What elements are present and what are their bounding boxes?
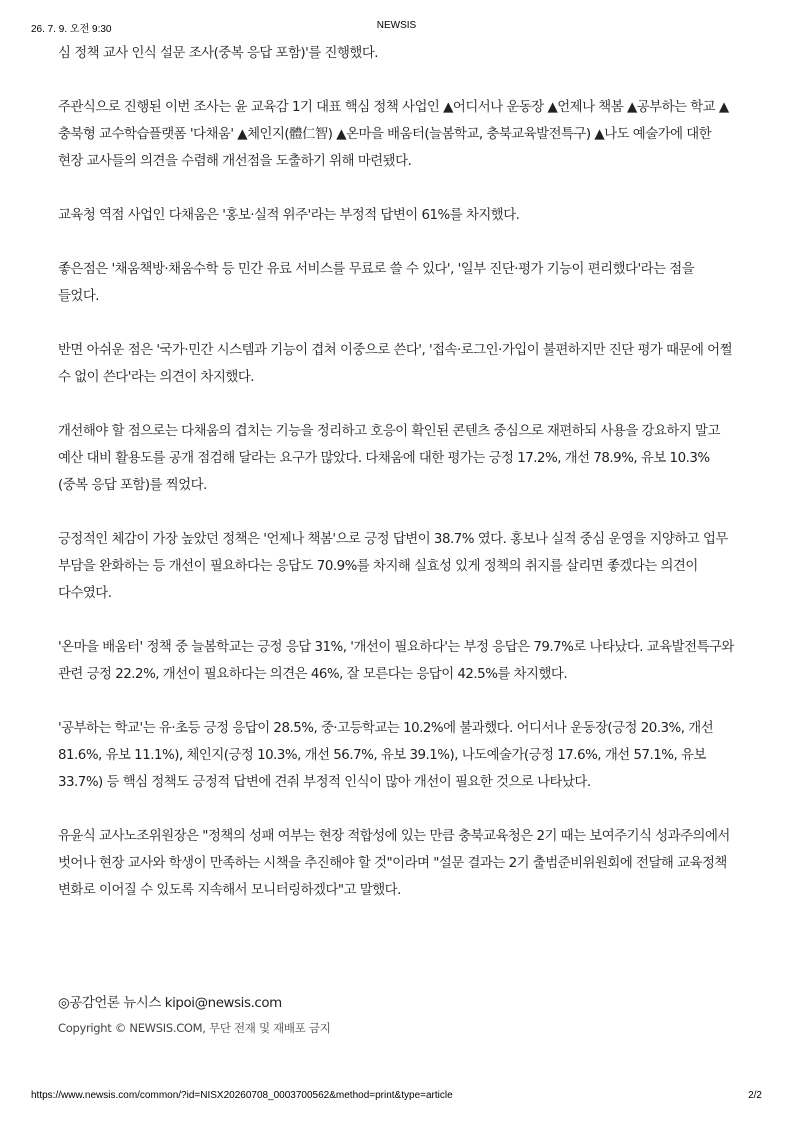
print-footer bbox=[31, 1090, 762, 1106]
article-paragraph: 긍정적인 체감이 가장 높았던 정책은 '언제나 책봄'으로 긍정 답변이 38.7% 였다. 홍보나 실적 중심 운영을 지양하고 업무 부담을 완화하는 등 개선이 필요하다는 응답도 70.9%를 차지해 실효성 있게 정책의 취지를 살리면 좋겠다는 의견이 다수였다. bbox=[58, 532, 728, 601]
article-paragraph: '공부하는 학교'는 유·초등 긍정 응답이 28.5%, 중·고등학교는 10.2%에 불과했다. 어디서나 운동장(긍정 20.3%, 개선 81.6%, 유보 11.1%), 체인지(긍정 10.3%, 개선 56.7%, 유보 39.1%), 나도예술가(긍정 17.6%, 개선 57.1%, 유보 33.7%) 등 핵심 정책도 긍정적 답변에 견줘 부정적 인식이 많아 개선이 필요한 것으로 나타났다. bbox=[58, 721, 714, 790]
article-paragraph: 유윤식 교사노조위원장은 "정책의 성패 여부는 현장 적합성에 있는 만큼 충북교육청은 2기 때는 보여주기식 성과주의에서 벗어나 현장 교사와 학생이 만족하는 시책을 추진해야 할 것"이라며 "설문 결과는 2기 출범준비위원회에 전달해 교육정책 변화로 이어질 수 있도록 지속해서 모니터링하겠다"고 말했다. bbox=[58, 829, 730, 898]
article-paragraph: 반면 아쉬운 점은 '국가·민간 시스템과 기능이 겹쳐 이중으로 쓴다', '접속·로그인·가입이 불편하지만 진단 평가 때문에 어쩔 수 없이 쓴다'라는 의견이 차지했다. bbox=[58, 343, 733, 385]
article-paragraph: 교육청 역점 사업인 다채움은 '홍보·실적 위주'라는 부정적 답변이 61%를 차지했다. bbox=[58, 208, 520, 223]
article-paragraph: 주관식으로 진행된 이번 조사는 윤 교육감 1기 대표 핵심 정책 사업인 ▲어디서나 운동장 ▲언제나 책봄 ▲공부하는 학교 ▲충북형 교수학습플랫폼 '다채움' ▲체인지(體仁智) ▲온마을 배움터(늘봄학교, 충북교육발전특구) ▲나도 예술가에 대한 현장 교사들의 의견을 수렴해 개선점을 도출하기 위해 마련됐다. bbox=[58, 100, 729, 169]
article-paragraph: 개선해야 할 점으로는 다채움의 겹치는 기능을 정리하고 호응이 확인된 콘텐츠 중심으로 재편하되 사용을 강요하지 말고 예산 대비 활용도를 공개 점검해 달라는 요구가 많았다. 다채움에 대한 평가는 긍정 17.2%, 개선 78.9%, 유보 10.3%(중복 응답 포함)를 찍었다. bbox=[58, 424, 720, 493]
print-header bbox=[31, 20, 762, 36]
article-paragraph: 심 정책 교사 인식 설문 조사(중복 응답 포함)'를 진행했다. bbox=[58, 46, 379, 61]
page-number: 2/2 bbox=[748, 1090, 762, 1101]
article-byline bbox=[58, 992, 738, 1040]
site-name: NEWSIS bbox=[376, 20, 417, 31]
print-date: 26. 7. 9. 오전 9:30 bbox=[31, 24, 112, 35]
article-body bbox=[58, 40, 738, 931]
article-paragraph: 좋은점은 '채움책방·채움수학 등 민간 유료 서비스를 무료로 쓸 수 있다', '일부 진단·평가 기능이 편리했다'라는 점을 들었다. bbox=[58, 262, 695, 304]
page-url: https://www.newsis.com/common/?id=NISX20260708_0003700562&method=print&type=article bbox=[31, 1090, 453, 1101]
author-credit: ◎공감언론 뉴시스 kipoi@newsis.com bbox=[58, 996, 282, 1011]
article-paragraph: '온마을 배움터' 정책 중 늘봄학교는 긍정 응답 31%, '개선이 필요하다'는 부정 응답은 79.7%로 나타났다. 교육발전특구와 관련 긍정 22.2%, 개선이 필요하다는 의견은 46%, 잘 모른다는 응답이 42.5%를 차지했다. bbox=[58, 640, 734, 682]
copyright-notice: Copyright © NEWSIS.COM, 무단 전재 및 재배포 금지 bbox=[58, 1021, 331, 1035]
